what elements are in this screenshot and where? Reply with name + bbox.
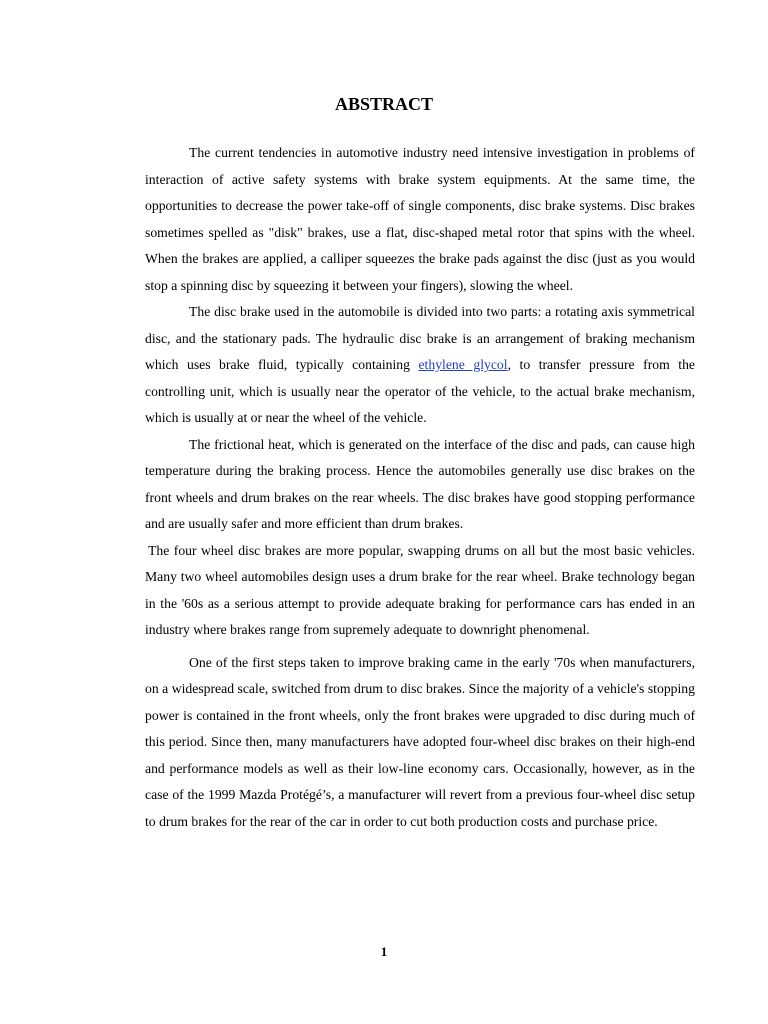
paragraph-2-text-after-link: , to transfer pressure from the controlling unit, which is usually near the operator of the vehicle, to the actual brake mechanism, which is usually at or near the wheel of the vehicle. bbox=[145, 357, 695, 425]
page-number: 1 bbox=[380, 944, 388, 959]
abstract-body bbox=[145, 140, 695, 835]
paragraph-2-text-before-link: The disc brake used in the automobile is divided into two parts: a rotating axis symmetrical disc, and the stationary pads. The hydraulic disc brake is an arrangement of braking mechanism which uses brake fluid, typically containing bbox=[145, 304, 695, 372]
paragraph-4: The four wheel disc brakes are more popular, swapping drums on all but the most basic vehicles. Many two wheel automobiles design uses a drum brake for the rear wheel. Brake technology began in the '60s as a serious attempt to provide adequate braking for performance cars has ended in an industry where brakes range from supremely adequate to downright phenomenal. bbox=[145, 542, 695, 637]
paragraph-1: The current tendencies in automotive industry need intensive investigation in problems of interaction of active safety systems with brake system equipments. At the same time, the opportunities to decrease the power take-off of single components, disc brake systems. Disc brakes sometimes spelled as "disk" brakes, use a flat, disc-shaped metal rotor that spins with the wheel. When the brakes are applied, a calliper squeezes the brake pads against the disc (just as you would stop a spinning disc by squeezing it between your fingers), slowing the wheel. bbox=[145, 145, 695, 293]
paragraph-2 bbox=[145, 299, 695, 432]
paragraph-3: The frictional heat, which is generated on the interface of the disc and pads, can cause high temperature during the braking process. Hence the automobiles generally use disc brakes on the front wheels and drum brakes on the rear wheels. The disc brakes have good stopping performance and are usually safer and more efficient than drum brakes. bbox=[145, 436, 695, 531]
paragraph-5: One of the first steps taken to improve braking came in the early '70s when manufacturers, on a widespread scale, switched from drum to disc brakes. Since the majority of a vehicle's stopping power is contained in the front wheels, only the front brakes were upgraded to disc during much of this period. Since then, many manufacturers have adopted four-wheel disc brakes on their high-end and performance models as well as their low-line economy cars. Occasionally, however, as in the case of the 1999 Mazda Protégé’s, a manufacturer will revert from a previous four-wheel disc setup to drum brakes for the rear of the car in order to cut both production costs and purchase price. bbox=[145, 654, 695, 829]
abstract-title: ABSTRACT bbox=[334, 94, 434, 114]
ethylene-glycol-link[interactable]: ethylene glycol bbox=[418, 357, 508, 372]
